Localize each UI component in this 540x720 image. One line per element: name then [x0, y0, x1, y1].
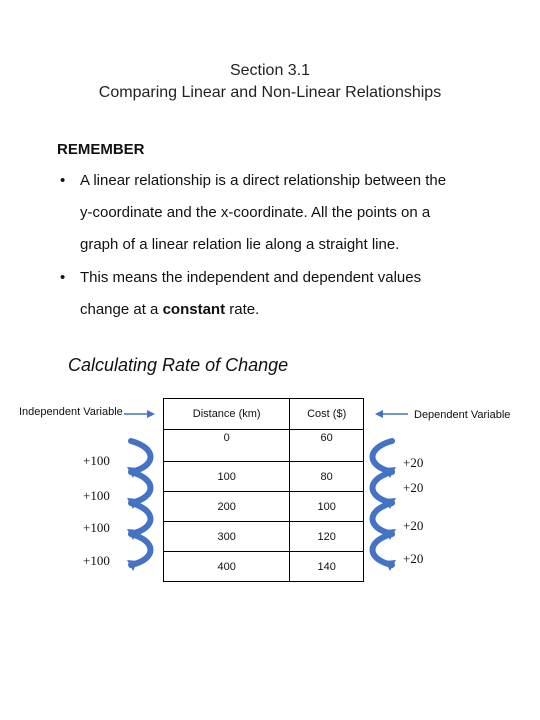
bullet-2-line-1: This means the independent and dependent values — [80, 269, 422, 286]
left-change-label: +100 — [83, 520, 110, 535]
right-change-label: +20 — [403, 518, 424, 533]
calculating-heading: Calculating Rate of Change — [68, 355, 289, 375]
left-change-label: +100 — [83, 453, 110, 468]
right-change-label: +20 — [403, 551, 424, 566]
right-curved-arrow — [373, 534, 393, 565]
bullet-2-text-b: rate. — [225, 301, 260, 318]
table-cell: 140 — [290, 552, 364, 582]
table-cell: 400 — [164, 552, 290, 582]
table-cell: 120 — [290, 522, 364, 552]
rate-table — [163, 398, 364, 582]
table-row — [164, 522, 364, 552]
right-curved-arrow — [373, 472, 393, 503]
bullet-dot: • — [60, 269, 66, 286]
table-row — [164, 462, 364, 492]
bullet-2-text-a: change at a — [80, 301, 163, 318]
right-change-label: +20 — [403, 480, 424, 495]
section-number: Section 3.1 — [229, 62, 311, 79]
left-curved-arrow — [131, 534, 151, 565]
header-distance: Distance (km) — [164, 399, 290, 430]
dependent-variable-label: Dependent Variable — [414, 409, 511, 421]
table-cell: 300 — [164, 522, 290, 552]
bullet-2-bold-word: constant — [162, 301, 226, 318]
right-curved-arrow — [373, 441, 393, 472]
bullet-1-line-3: graph of a linear relation lie along a straight line. — [80, 236, 400, 253]
left-curved-arrow — [131, 472, 151, 503]
table-header-row — [164, 399, 364, 430]
independent-variable-label: Independent Variable — [19, 406, 123, 418]
right-change-label: +20 — [403, 455, 424, 470]
table-cell: 80 — [290, 462, 364, 492]
table-row — [164, 552, 364, 582]
right-curved-arrow — [373, 503, 393, 534]
left-curved-arrow — [131, 503, 151, 534]
page-title: Comparing Linear and Non-Linear Relationships — [98, 84, 442, 101]
table-cell: 100 — [290, 492, 364, 522]
remember-heading: REMEMBER — [57, 141, 145, 158]
left-change-label: +100 — [83, 553, 110, 568]
table-row — [164, 430, 364, 462]
bullet-1-line-1: A linear relationship is a direct relationship between the — [80, 172, 447, 189]
left-curved-arrow — [131, 441, 151, 472]
header-cost: Cost ($) — [290, 399, 364, 430]
table-cell: 100 — [164, 462, 290, 492]
left-change-label: +100 — [83, 488, 110, 503]
table-cell: 60 — [290, 430, 364, 462]
bullet-dot: • — [60, 172, 66, 189]
bullet-1-line-2: y-coordinate and the x-coordinate. All the points on a — [80, 204, 431, 221]
table-row — [164, 492, 364, 522]
table-cell: 200 — [164, 492, 290, 522]
table-cell: 0 — [164, 430, 290, 462]
